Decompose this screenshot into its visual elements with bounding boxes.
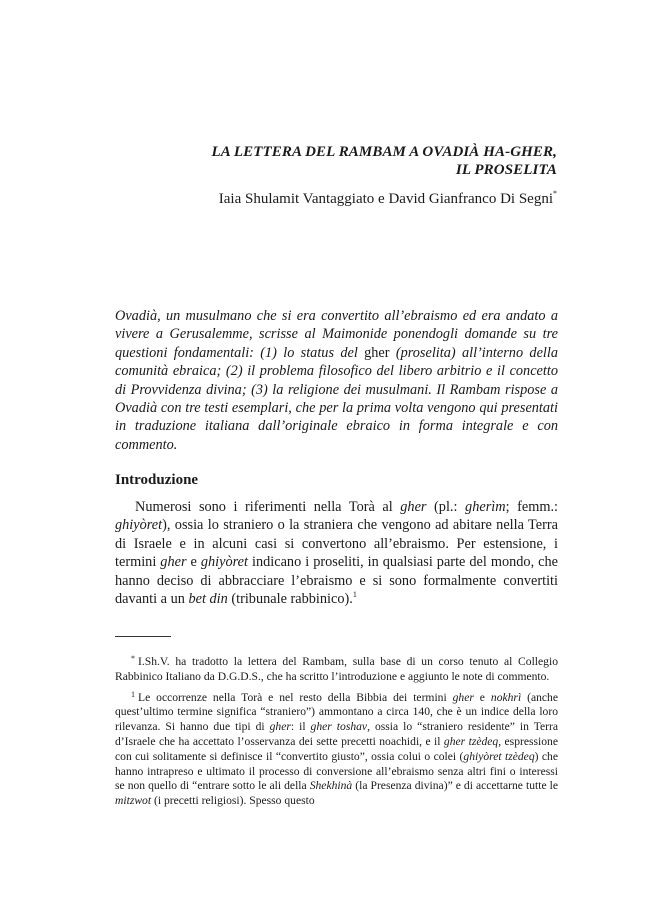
footnote-separator: [115, 636, 171, 637]
article-authors: [97, 190, 557, 208]
footnote-star: [115, 652, 558, 685]
footnote-term: nokhrì: [490, 690, 522, 704]
footnote-mark: 1: [131, 689, 135, 699]
body-term: bet din: [188, 591, 228, 608]
footnote-reference-1[interactable]: 1: [352, 590, 357, 600]
footnote-term: Shekhinà: [309, 779, 353, 793]
article-title: [137, 143, 557, 179]
footnote-term: gher tzèdeq: [443, 734, 499, 748]
footnote-text: I.Sh.V. ha tradotto la lettera del Rambam, sulla base di un corso tenuto al Collegio Rabbinico Italiano da D.G.D.S., che ha scritto l’introduzione e aggiunto le note di commento.: [115, 655, 558, 683]
footnote-text-run: (la Presenza divina)” e di accettarne tutte le: [352, 779, 558, 793]
footnote-text-run: (anche quest’ultimo termine significa “straniero”) ammontano a circa 140, che è un indice della loro rilevanza. Si hanno due tipi di: [115, 690, 558, 734]
author-footnote-mark[interactable]: *: [553, 189, 557, 198]
footnote-text-run: e: [473, 690, 491, 704]
body-paragraph: [115, 498, 558, 608]
abstract-text-1: Ovadià, un musulmano che si era convertito all’ebraismo ed era andato a vivere a Gerusalemme, scrisse al Maimonide ponendogli domande su tre questioni fondamentali: (1) lo status del: [115, 308, 558, 361]
body-text-run: indicano i proseliti, in qualsiasi parte del mondo, che hanno deciso di abbracciare l’ebraismo e si sono formalmente convertiti davanti a un: [115, 554, 558, 608]
body-text-run: (pl.:: [426, 499, 466, 515]
footnote-1: [115, 688, 558, 809]
footnote-text-run: , ossia lo “straniero residente” in Terra d’Israele che ha accettato l’osservanza dei sette precetti noachidi, e il: [115, 720, 558, 748]
author-names: Iaia Shulamit Vantaggiato e David Gianfranco Di Segni: [218, 191, 553, 207]
footnote-text-run: , espressione con cui solitamente si definisce il “convertito giusto”, ossia colui o colei (: [115, 734, 558, 763]
footnote-term: mitzwot: [115, 794, 152, 808]
footnote-term: gher: [269, 720, 291, 734]
article-abstract: [115, 307, 558, 454]
footnote-text-run: : il: [290, 720, 311, 734]
footnote-text-run: (i precetti religiosi). Spesso questo: [151, 794, 315, 808]
article-title-line-2: IL PROSELITA: [455, 162, 557, 178]
abstract-text-2: (proselita) all’interno della comunità ebraica; (2) il problema filosofico del libero arbitrio e il concetto di Provvidenza divina; (3) la religione dei musulmani. Il Rambam rispose a Ovadià con tre testi esemplari, che per la prima volta vengono qui presentati in traduzione italiana dall’originale ebraico in forma integrale e con commento.: [115, 344, 559, 453]
body-text-run: (tribunale rabbinico).: [227, 591, 353, 608]
section-heading: Introduzione: [115, 472, 199, 488]
footnote-text-run: ) che hanno intrapreso e ultimato il processo di conversione all’ebraismo senza altri fini o interessi se non quello di “entrare sotto le ali della: [115, 749, 558, 793]
footnote-term: gher: [452, 690, 474, 704]
abstract-term: gher: [364, 344, 390, 361]
footnote-mark: *: [131, 654, 135, 663]
body-term: ghiyòret: [200, 554, 248, 571]
body-term: gher: [160, 554, 187, 571]
footnote-term: ghiyòret tzèdeq: [463, 749, 535, 763]
body-text-run: Numerosi sono i riferimenti nella Torà al: [135, 499, 401, 515]
body-term: gherìm: [465, 499, 506, 515]
footnotes: [115, 652, 558, 812]
footnote-text-run: Le occorrenze nella Torà e nel resto della Bibbia dei termini: [138, 690, 453, 704]
body-term: gher: [400, 499, 427, 515]
body-text-run: ; femm.:: [505, 499, 558, 515]
body-text-run: ), ossia lo straniero o la straniera che vengono ad abitare nella Terra di Israele e in alcuni casi si convertono all’ebraismo. Per estensione, i termini: [115, 517, 558, 571]
article-title-line-1: LA LETTERA DEL RAMBAM A OVADIÀ HA-GHER,: [211, 144, 557, 160]
body-term: ghiyòret: [115, 517, 163, 534]
body-text-run: e: [186, 554, 201, 571]
footnote-term: gher toshav: [310, 720, 368, 734]
